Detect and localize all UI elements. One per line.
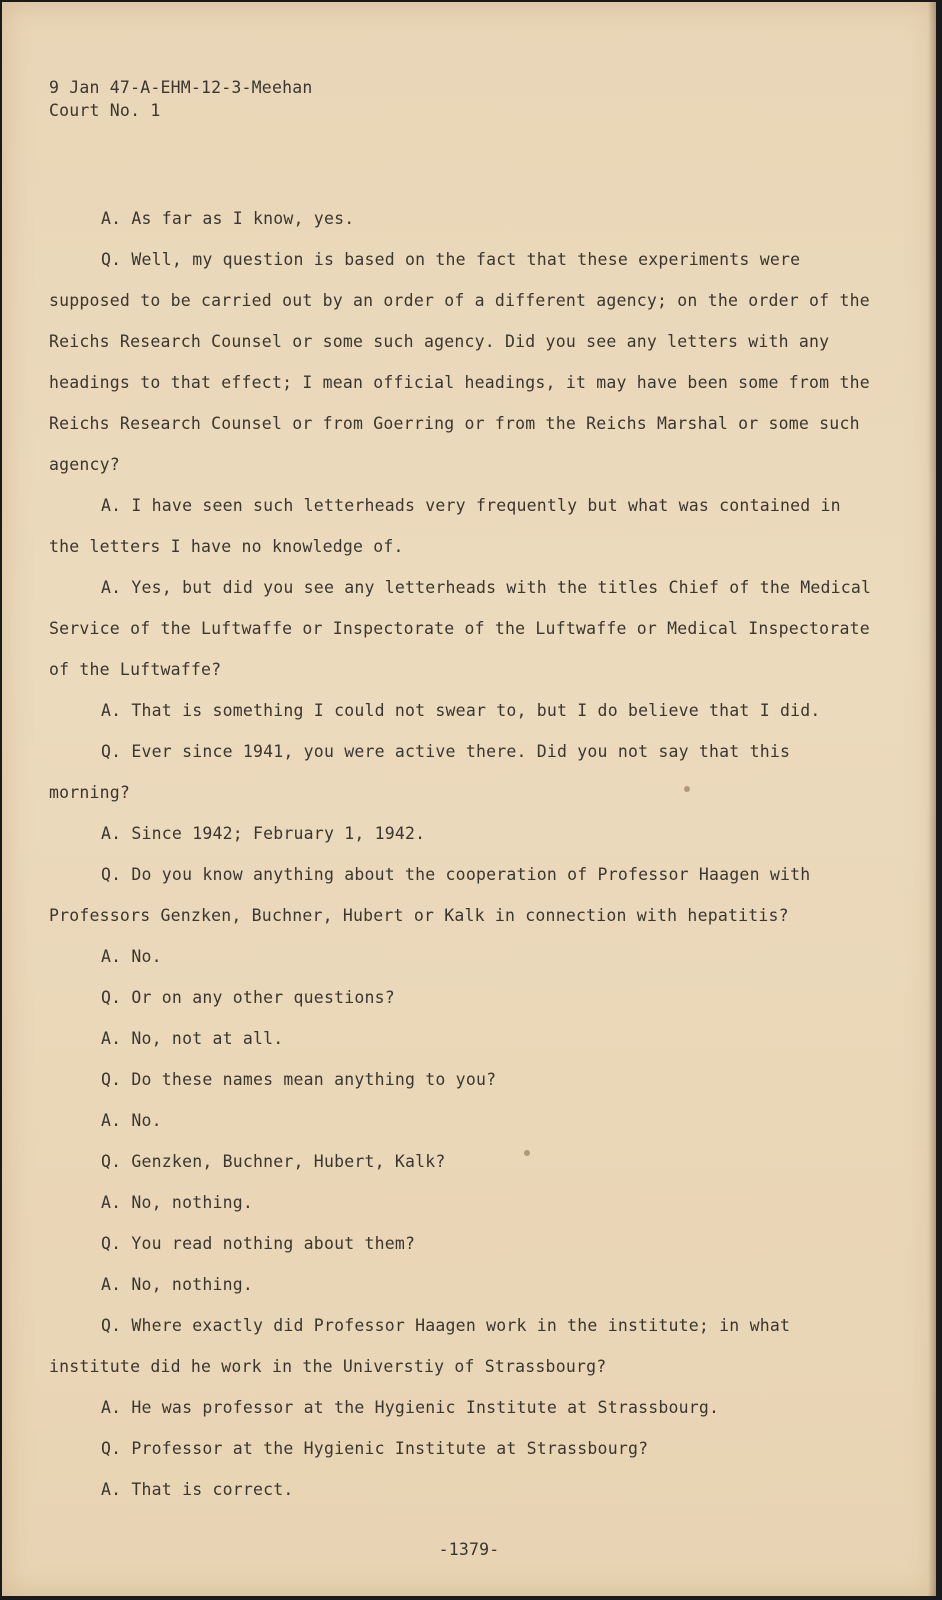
document-page [2,2,936,1596]
transcript-paragraph: Q. Professor at the Hygienic Institute at Strassbourg? [101,1439,649,1458]
transcript-paragraph: A. Since 1942; February 1, 1942. [101,824,426,843]
transcript-paragraph: A. As far as I know, yes. [101,209,355,228]
document-header [49,76,312,122]
paper-speck [524,1150,530,1156]
transcript-paragraph: A. No, nothing. [101,1193,254,1212]
transcript-paragraph: A. That is correct. [101,1480,294,1499]
transcript-paragraph: A. I have seen such letterheads very frequently but what was contained in the letters I have no knowledge of. [49,496,841,556]
transcript-paragraph: A. No, nothing. [101,1275,254,1294]
paper-edge-shadow [928,2,936,1596]
transcript-paragraph: Q. Genzken, Buchner, Hubert, Kalk? [101,1152,446,1171]
transcript-paragraph: Q. Or on any other questions? [101,988,395,1007]
transcript-paragraph: Q. Do you know anything about the cooperation of Professor Haagen with Professors Genzken, Buchner, Hubert or Kalk in connection with hepatitis? [49,865,811,925]
transcript-body [49,198,879,1510]
transcript-paragraph: Q. Do these names mean anything to you? [101,1070,497,1089]
transcript-paragraph: A. That is something I could not swear to, but I do believe that I did. [101,701,821,720]
page-number: -1379- [438,1540,500,1559]
transcript-paragraph: A. Yes, but did you see any letterheads with the titles Chief of the Medical Service of the Luftwaffe or Inspectorate of the Luftwaffe or Medical Inspectorate of the Luftwaffe? [49,578,872,679]
transcript-paragraph: A. No. [101,947,162,966]
transcript-paragraph: A. No. [101,1111,162,1130]
transcript-paragraph: Q. Where exactly did Professor Haagen work in the institute; in what institute did he work in the Universtiy of Strassbourg? [49,1316,791,1376]
header-court-line: Court No. 1 [49,101,161,120]
transcript-paragraph: Q. You read nothing about them? [101,1234,416,1253]
transcript-paragraph: A. He was professor at the Hygienic Institute at Strassbourg. [101,1398,720,1417]
header-reference-line: 9 Jan 47-A-EHM-12-3-Meehan [49,78,313,97]
transcript-paragraph: Q. Well, my question is based on the fact that these experiments were supposed to be carried out by an order of a different agency; on the order of the Reichs Research Counsel or some such agency. Did you see any letters with any headings to that effect; I mean official headings, it may have been some from the Reichs Research Counsel or from Goerring or from the Reichs Marshal or some such agency? [49,250,870,474]
transcript-paragraph: A. No, not at all. [101,1029,284,1048]
paper-speck [684,786,690,792]
transcript-paragraph: Q. Ever since 1941, you were active there. Did you not say that this morning? [49,742,791,802]
